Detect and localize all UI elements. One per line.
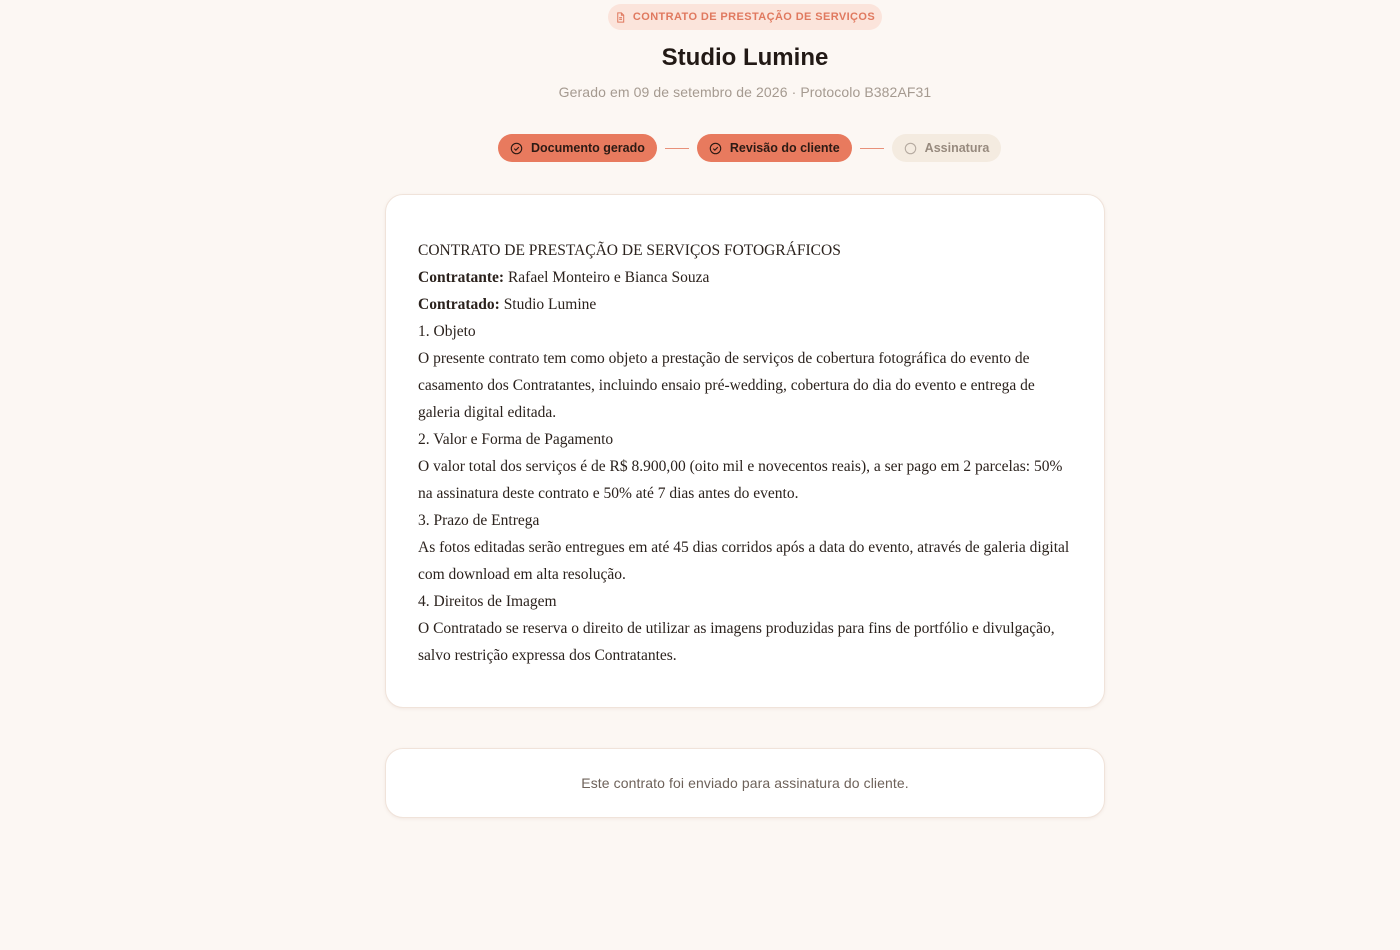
step-signature	[892, 134, 1002, 162]
section-body: As fotos editadas serão entregues em até 45 dias corridos após a data do evento, através de galeria digital com download em alta resolução.	[418, 539, 1070, 583]
contract-document-card	[385, 194, 1105, 708]
check-circle-icon	[510, 142, 523, 155]
step-connector	[860, 148, 884, 149]
page-title: Studio Lumine	[661, 44, 829, 71]
section-title: 3. Prazo de Entrega	[418, 512, 540, 529]
signature-notice-card	[385, 748, 1105, 818]
contratado-label: Contratado:	[418, 296, 500, 313]
section-body: O presente contrato tem como objeto a prestação de serviços de cobertura fotográfica do evento de casamento dos Contratantes, incluindo ensaio pré-wedding, cobertura do dia do evento e entrega de galeria digital editada.	[418, 350, 1035, 421]
step-label: Revisão do cliente	[729, 141, 840, 155]
check-circle-icon	[709, 142, 722, 155]
section-body: O valor total dos serviços é de R$ 8.900,00 (oito mil e novecentos reais), a ser pago em 2 parcelas: 50% na assinatura deste contrato e 50% até 7 dias antes do evento.	[418, 458, 1063, 502]
contratante-value: Rafael Monteiro e Bianca Souza	[507, 269, 710, 286]
contratado-value: Studio Lumine	[503, 296, 597, 313]
section-title: 1. Objeto	[418, 323, 476, 340]
contract-text	[418, 237, 1072, 669]
section-body: O Contratado se reserva o direito de utilizar as imagens produzidas para fins de portfólio e divulgação, salvo restrição expressa dos Contratantes.	[418, 620, 1055, 664]
step-label: Documento gerado	[531, 141, 645, 155]
contract-heading: CONTRATO DE PRESTAÇÃO DE SERVIÇOS FOTOGRÁFICOS	[418, 242, 841, 259]
contratante-label: Contratante:	[418, 269, 505, 286]
progress-steps	[498, 134, 1001, 162]
empty-circle-icon	[904, 142, 917, 155]
section-title: 2. Valor e Forma de Pagamento	[418, 431, 614, 448]
step-label: Assinatura	[924, 141, 990, 155]
step-document-generated	[498, 134, 657, 162]
step-connector	[665, 148, 689, 149]
section-title: 4. Direitos de Imagem	[418, 593, 557, 610]
page-subtitle: Gerado em 09 de setembro de 2026 · Protocolo B382AF31	[558, 84, 932, 100]
contratante-line	[418, 264, 1072, 291]
badge-label: CONTRATO DE PRESTAÇÃO DE SERVIÇOS	[632, 11, 876, 23]
contratado-line	[418, 291, 1072, 318]
step-client-review	[697, 134, 852, 162]
document-type-badge	[608, 4, 882, 30]
document-icon	[615, 12, 626, 23]
signature-notice-text: Este contrato foi enviado para assinatura do cliente.	[581, 775, 909, 791]
